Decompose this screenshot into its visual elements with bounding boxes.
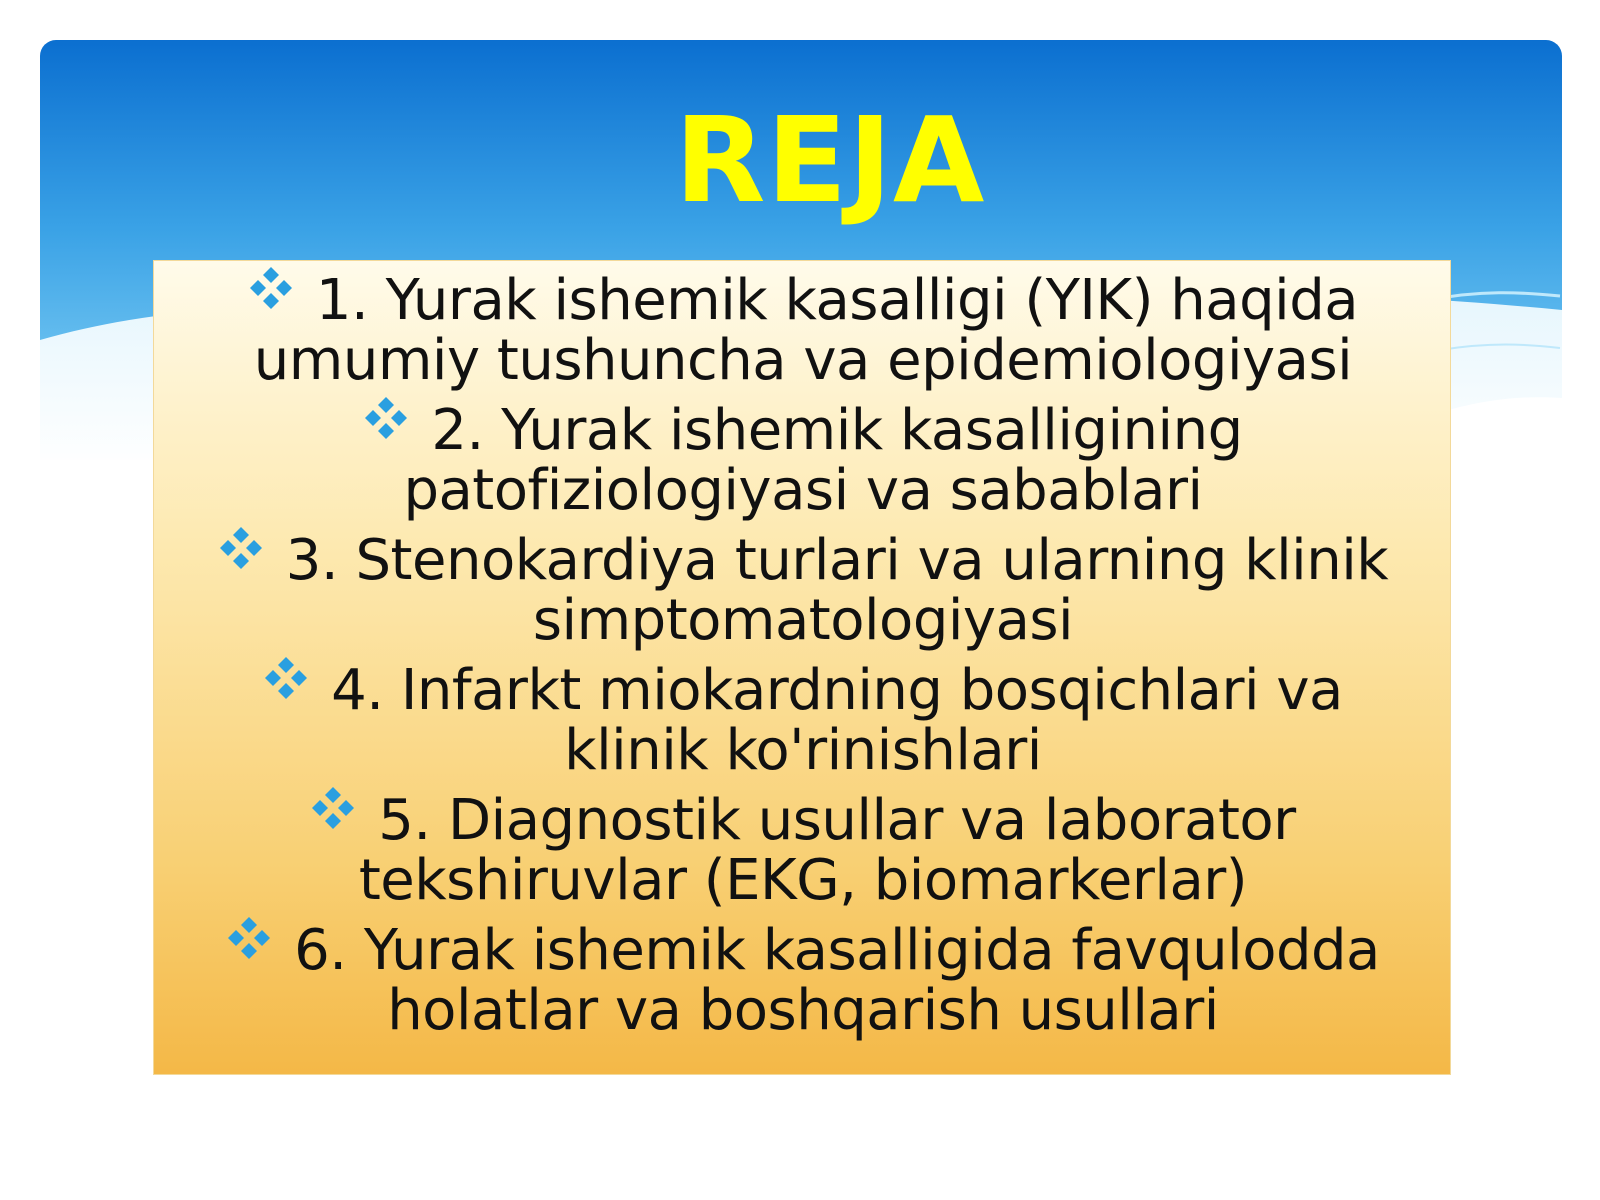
agenda-item-line xyxy=(154,268,1452,333)
agenda-item xyxy=(154,268,1452,393)
agenda-item-text-2: klinik ko'rinishlari xyxy=(564,718,1042,783)
agenda-item-text-2: patofiziologiyasi va sabablari xyxy=(403,458,1203,523)
agenda-item-text-1: 2. Yurak ishemik kasalligining xyxy=(431,398,1243,463)
four-diamond-bullet-icon xyxy=(310,785,356,831)
agenda-box xyxy=(153,260,1451,1075)
agenda-item-line xyxy=(154,788,1452,853)
four-diamond-bullet-icon xyxy=(218,525,264,571)
agenda-item-line xyxy=(154,658,1452,723)
agenda-item-text-2: umumiy tushuncha va epidemiologiyasi xyxy=(253,328,1353,393)
agenda-item-text-1: 5. Diagnostik usullar va laborator xyxy=(378,788,1296,853)
agenda-item-text-1: 1. Yurak ishemik kasalligi (YIK) haqida xyxy=(315,268,1359,333)
agenda-item-text-2: holatlar va boshqarish usullari xyxy=(387,978,1219,1043)
agenda-item-text-2: simptomatologiyasi xyxy=(532,588,1074,653)
four-diamond-bullet-icon xyxy=(248,265,294,311)
agenda-item-text-2: tekshiruvlar (EKG, biomarkerlar) xyxy=(358,848,1248,913)
agenda-item-line xyxy=(154,398,1452,463)
agenda-item-line xyxy=(154,918,1452,983)
agenda-item-text-1: 6. Yurak ishemik kasalligida favqulodda xyxy=(294,918,1380,983)
agenda-item xyxy=(154,398,1452,523)
agenda-item xyxy=(154,918,1452,1043)
agenda-item-text-1: 4. Infarkt miokardning bosqichlari va xyxy=(331,658,1343,723)
four-diamond-bullet-icon xyxy=(363,395,409,441)
agenda-item-text-1: 3. Stenokardiya turlari va ularning klinik xyxy=(285,528,1389,593)
slide-title: REJA xyxy=(674,91,986,229)
agenda-item xyxy=(154,528,1452,653)
agenda-item xyxy=(154,658,1452,783)
four-diamond-bullet-icon xyxy=(263,655,309,701)
agenda-item-line xyxy=(154,528,1452,593)
agenda-item xyxy=(154,788,1452,913)
four-diamond-bullet-icon xyxy=(226,915,272,961)
